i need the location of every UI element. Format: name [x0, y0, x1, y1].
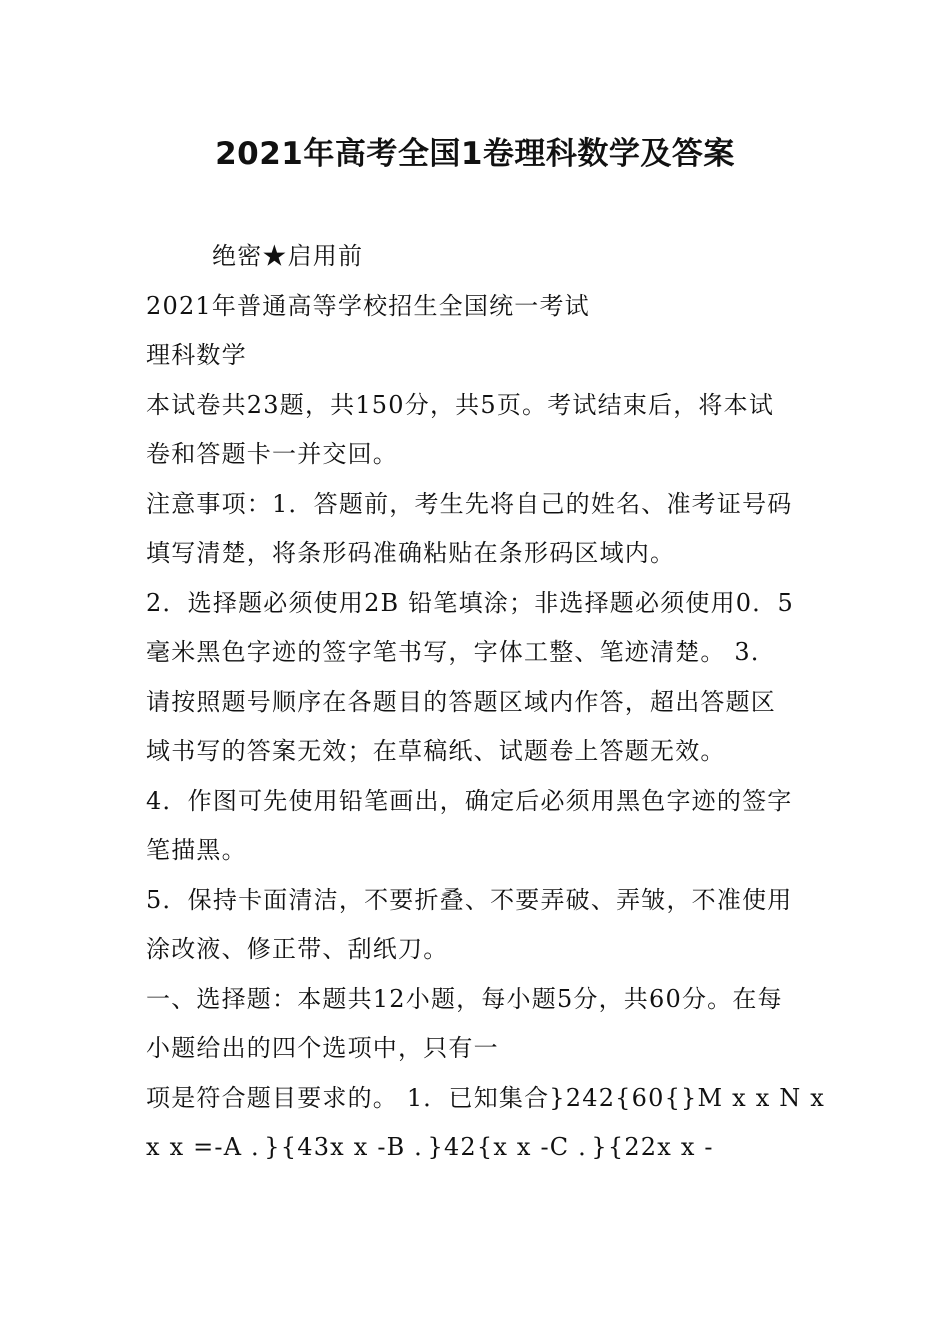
notice-line: 请按照题号顺序在各题目的答题区域内作答，超出答题区 [146, 687, 776, 716]
paragraph-line: 本试卷共23题，共150分，共5页。考试结束后，将本试 [146, 390, 775, 419]
subject-line: 理科数学 [146, 341, 247, 369]
exam-name-line: 2021年普通高等学校招生全国统一考试 [146, 291, 590, 320]
section-heading-line: 小题给出的四个选项中，只有一 [146, 1034, 499, 1062]
section-heading-line: 一、选择题：本题共12小题，每小题5分，共60分。在每 [146, 984, 783, 1013]
document-title: 2021年高考全国1卷理科数学及答案 [215, 136, 735, 172]
question-line: x x =-A ．}{43x x -B ．}42{x x -C ．}{22x x - [146, 1133, 714, 1161]
notice-line: 5．保持卡面清洁，不要折叠、不要弄破、弄皱，不准使用 [146, 885, 793, 914]
notice-line: 4．作图可先使用铅笔画出，确定后必须用黑色字迹的签字 [146, 786, 793, 815]
notice-line: 填写清楚，将条形码准确粘贴在条形码区域内。 [146, 539, 676, 567]
notice-line: 注意事项：1．答题前，考生先将自己的姓名、准考证号码 [146, 489, 793, 518]
notice-line: 毫米黑色字迹的签字笔书写，字体工整、笔迹清楚。 3． [146, 638, 777, 666]
notice-line: 笔描黑。 [146, 836, 247, 864]
notice-line: 涂改液、修正带、刮纸刀。 [146, 935, 449, 963]
question-line: 项是符合题目要求的。 1．已知集合}242{60{}M x x N x [146, 1083, 826, 1112]
notice-line: 域书写的答案无效；在草稿纸、试题卷上答题无效。 [146, 737, 726, 765]
confidential-line: 绝密★启用前 [212, 242, 364, 270]
paragraph-line: 卷和答题卡一并交回。 [146, 440, 398, 468]
notice-line: 2．选择题必须使用2B 铅笔填涂；非选择题必须使用0．5 [146, 588, 794, 617]
document-body [146, 232, 826, 1173]
